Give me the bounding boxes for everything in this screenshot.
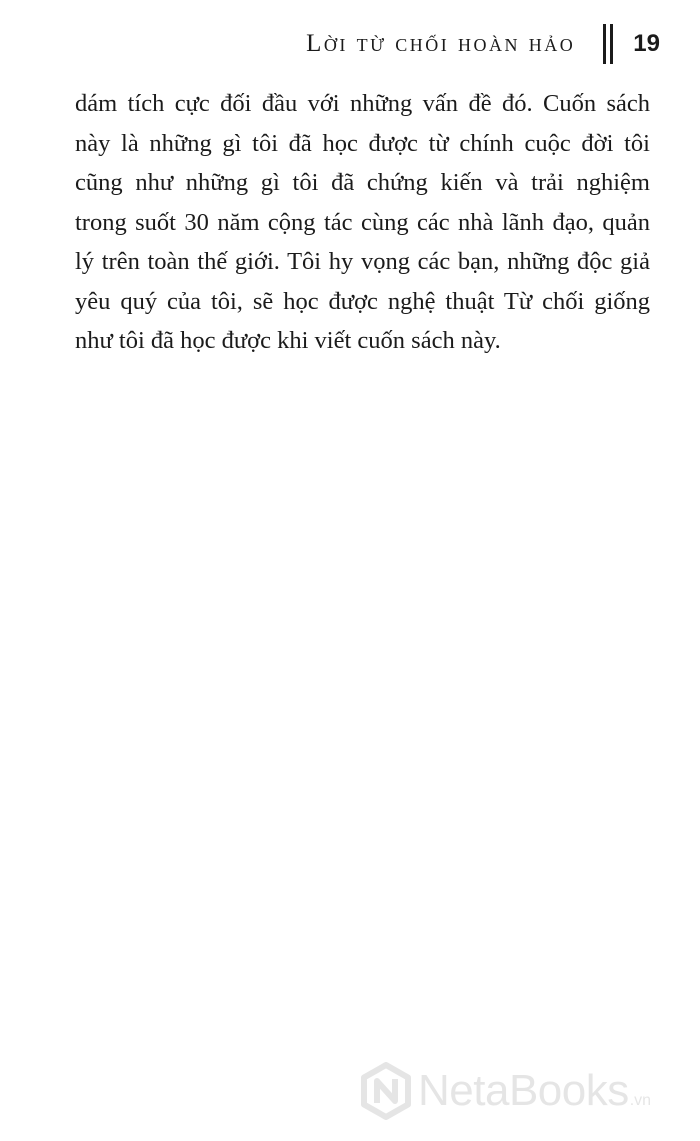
text-line-2: này là những gì tôi đã học được từ chính cuộc đời tôi	[75, 129, 650, 157]
running-head	[306, 24, 660, 64]
text-line-4: trong suốt 30 năm cộng tác cùng các nhà lãnh đạo, quản	[75, 208, 650, 236]
text-line-5: lý trên toàn thế giới. Tôi hy vọng các bạn, những độc giả	[75, 248, 650, 275]
text-line-6: yêu quý của tôi, sẽ học được nghệ thuật Từ chối giống	[75, 287, 650, 315]
double-rule-divider	[603, 24, 613, 64]
text-line-1: dám tích cực đối đầu với những vấn đề đó. Cuốn sách	[75, 90, 650, 117]
book-title: Lời từ chối hoàn hảo	[306, 30, 576, 57]
text-line-3: cũng như những gì tôi đã chứng kiến và trải nghiệm	[75, 169, 650, 196]
page-number: 19	[633, 30, 660, 57]
body-paragraph	[75, 84, 650, 361]
watermark-brand: NetaBooks	[418, 1066, 629, 1115]
netabooks-logo-icon	[360, 1062, 412, 1120]
text-line-7: như tôi đã học được khi viết cuốn sách này.	[75, 327, 501, 354]
netabooks-watermark	[360, 1062, 651, 1120]
watermark-tld: .vn	[629, 1092, 652, 1109]
